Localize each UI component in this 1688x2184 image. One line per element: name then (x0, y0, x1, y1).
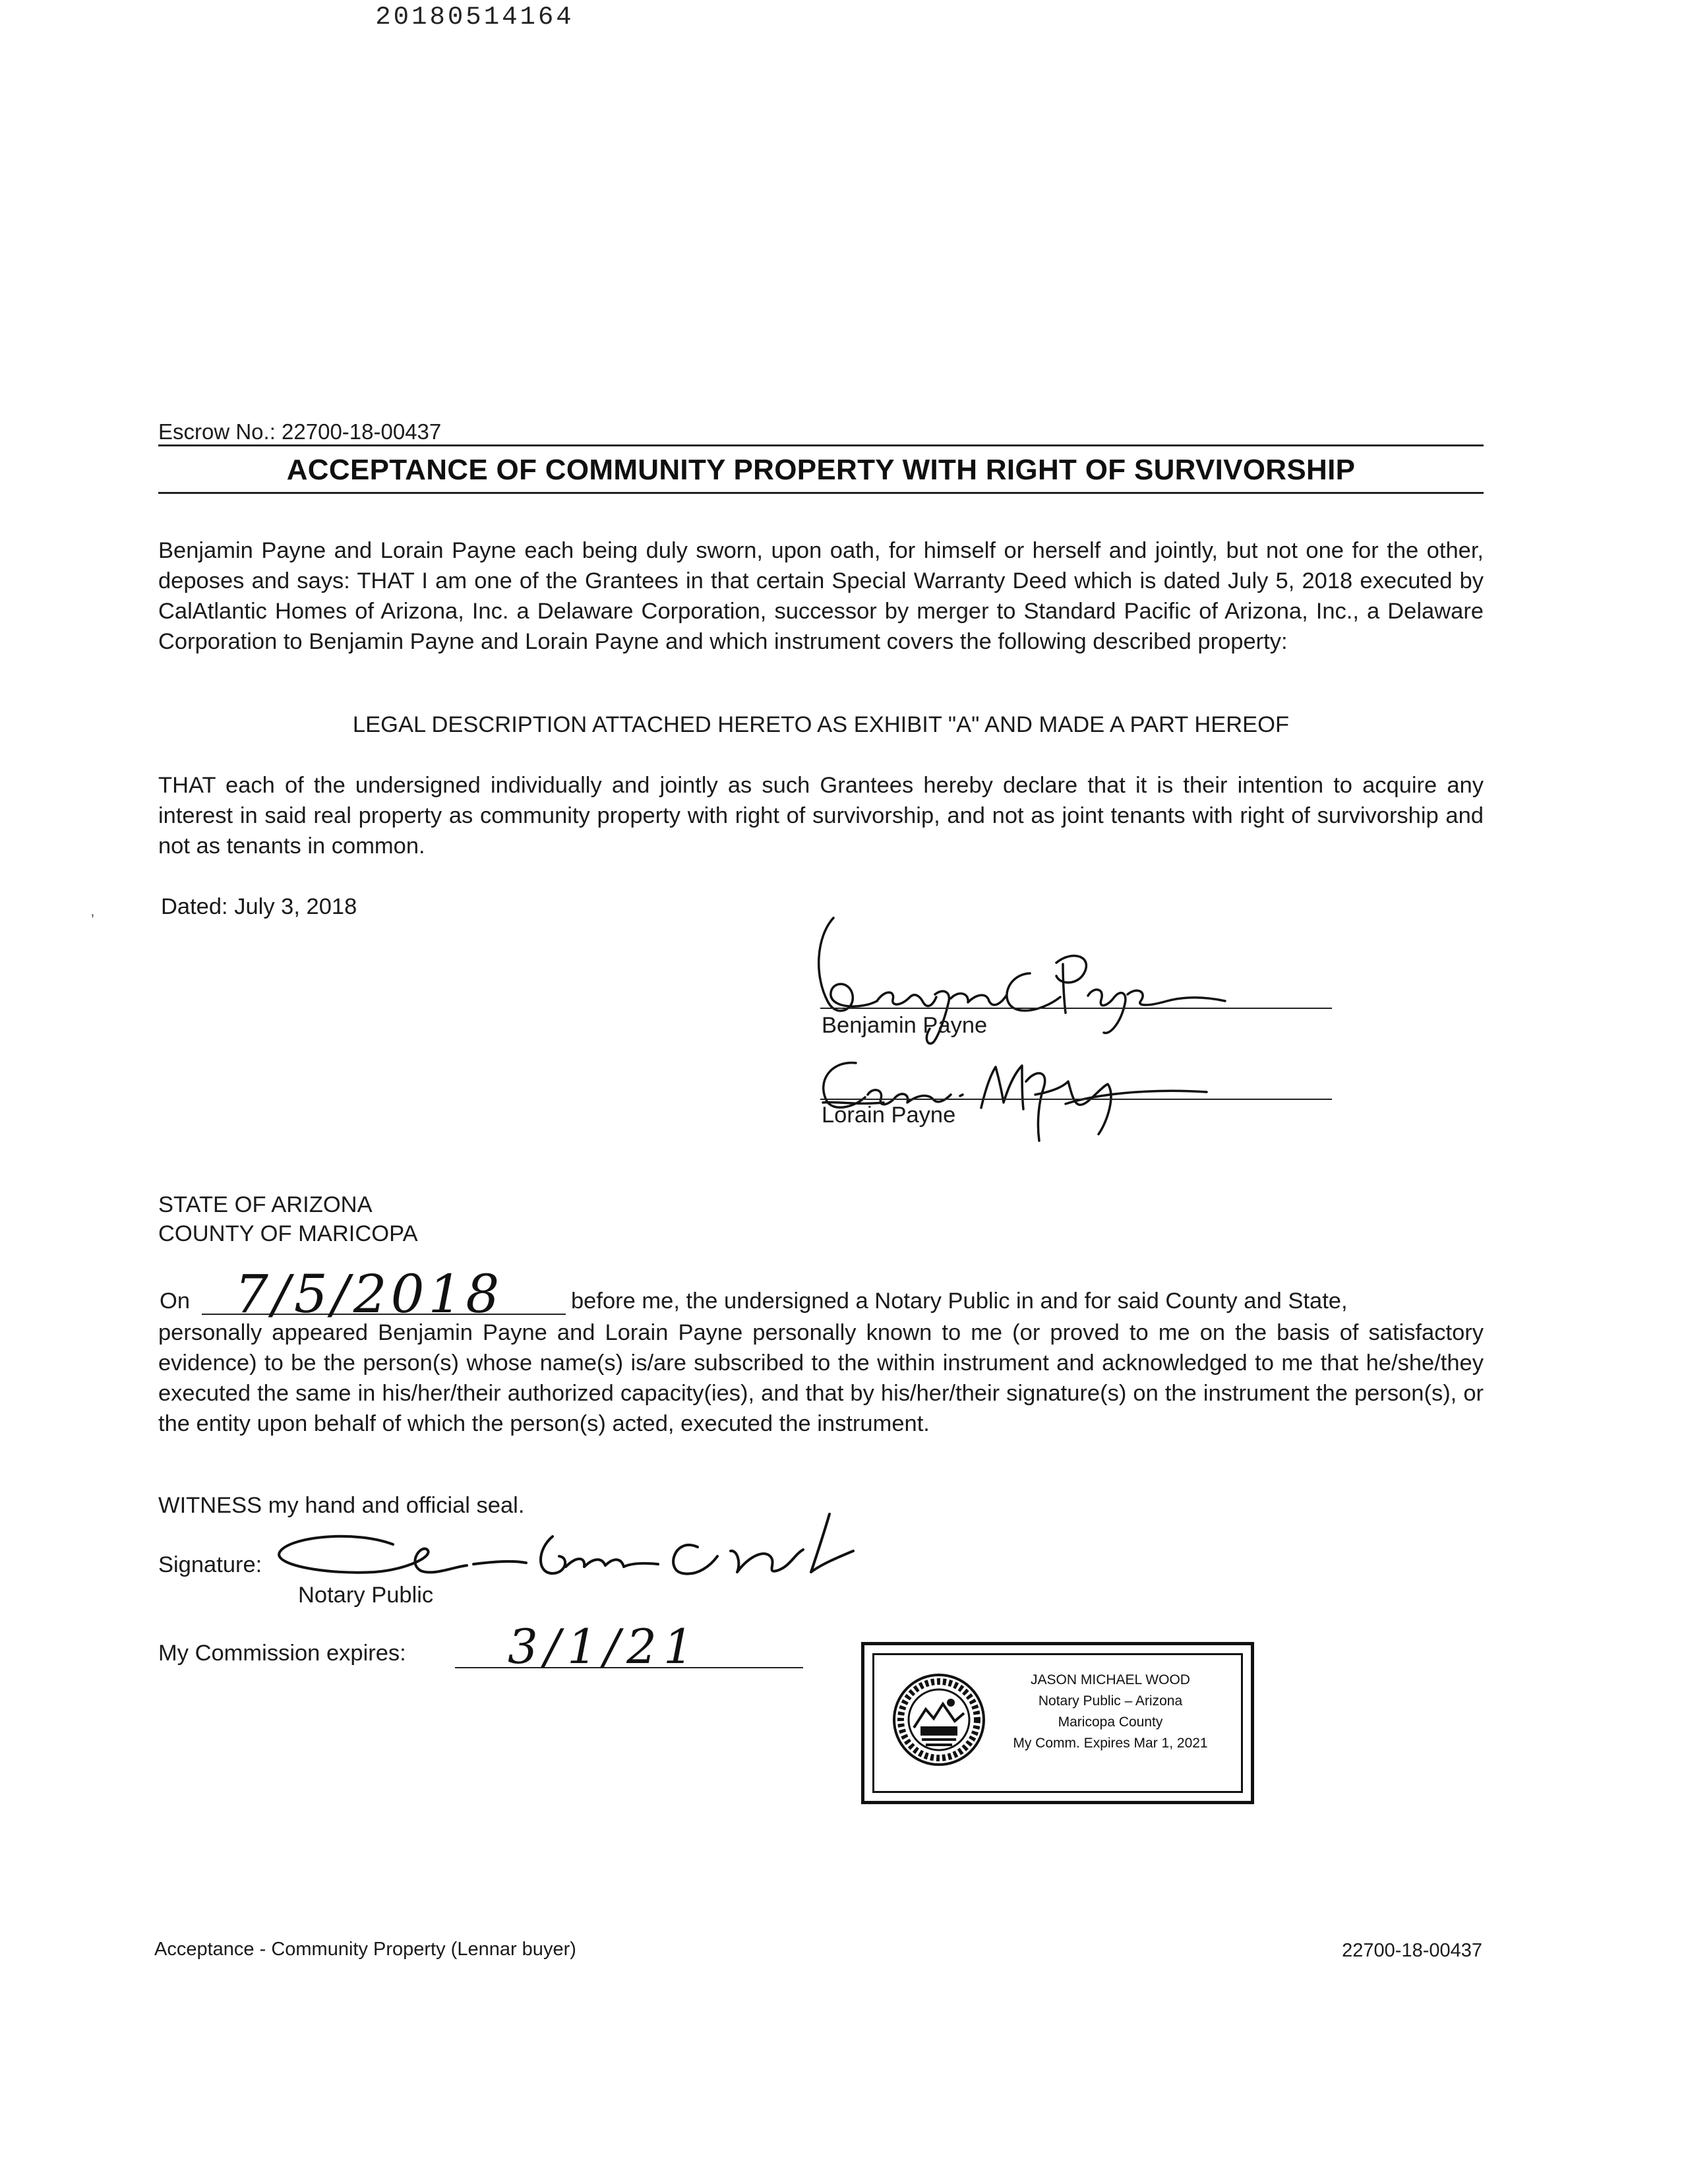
handwritten-commission-date-text: 3/1/21 (508, 1619, 700, 1674)
title-top-rule (158, 444, 1484, 446)
on-label: On (160, 1289, 191, 1314)
benjamin-payne-name: Benjamin Payne (822, 1013, 988, 1038)
dated-line: Dated: July 3, 2018 (161, 894, 357, 919)
recording-number: 20180514164 (375, 3, 574, 32)
lorain-signature-line (820, 1099, 1332, 1100)
lorain-payne-signature (804, 1055, 1213, 1147)
seal-line-county: Maricopa County (1058, 1714, 1163, 1730)
seal-inner-border (872, 1653, 1243, 1793)
footer-form-name: Acceptance - Community Property (Lennar buyer) (154, 1939, 576, 1960)
state-line: STATE OF ARIZONA (158, 1192, 373, 1217)
seal-text-block (998, 1670, 1222, 1754)
escrow-label: Escrow No.: (158, 419, 276, 444)
signature-label: Signature: (158, 1552, 262, 1577)
grantee-statement: Benjamin Payne and Lorain Payne each being duly sworn, upon oath, for himself or herself and jointly, but not one for the other, deposes and says: THAT I am one of the Grantees in that certain Special Warranty Deed which is dated July 5, 2018 executed by CalAtlantic Homes of Arizona, Inc. a Delaware Corporation, successor by merger to Standard Pacific of Arizona, Inc., a Delaware Corporation to Benjamin Payne and Lorain Payne and which instrument covers the following described property: (158, 538, 1484, 654)
handwritten-commission-date (508, 1620, 706, 1672)
handwritten-notary-date (235, 1262, 504, 1325)
benjamin-signature-line (820, 1008, 1332, 1009)
seal-line-name: JASON MICHAEL WOOD (1031, 1672, 1190, 1687)
notary-public-label: Notary Public (298, 1583, 434, 1608)
escrow-number: 22700-18-00437 (282, 419, 442, 444)
seal-line-expiry: My Comm. Expires Mar 1, 2021 (1013, 1736, 1208, 1751)
document-title: ACCEPTANCE OF COMMUNITY PROPERTY WITH RIGHT OF SURVIVORSHIP (286, 454, 1356, 486)
notary-seal-stamp (861, 1642, 1254, 1804)
notary-acknowledgment-body: personally appeared Benjamin Payne and Lorain Payne personally known to me (or proved to me on the basis of satisfactory evidence) to be the person(s) whose name(s) is/are subscribed to the within instrument and acknowledged to me that he/she/they executed the same in his/her/their authorized capacity(ies), and that by his/her/their signature(s) on the instrument the person(s), or the entity upon behalf of which the person(s) acted, executed the instrument. (158, 1320, 1484, 1436)
commission-label: My Commission expires: (158, 1641, 406, 1666)
legal-description: LEGAL DESCRIPTION ATTACHED HERETO AS EXHIBIT "A" AND MADE A PART HEREOF (352, 712, 1290, 737)
declaration-statement: THAT each of the undersigned individually and jointly as such Grantees hereby declare that it is their intention to acquire any interest in said real property as community property with right of survivorship, and not as joint tenants with right of survivorship and not as tenants in common. (158, 773, 1484, 859)
witness-line: WITNESS my hand and official seal. (158, 1493, 525, 1518)
escrow-line (158, 419, 441, 444)
notary-intro-text: before me, the undersigned a Notary Public in and for said County and State, (571, 1289, 1348, 1314)
seal-line-title: Notary Public – Arizona (1038, 1693, 1183, 1709)
title-bottom-rule (158, 492, 1484, 494)
county-line: COUNTY OF MARICOPA (158, 1221, 418, 1246)
margin-mark: ’ (91, 911, 94, 928)
footer-escrow-number: 22700-18-00437 (1342, 1940, 1482, 1961)
arizona-state-seal-icon (891, 1672, 986, 1767)
handwritten-notary-date-text: 7/5/2018 (235, 1263, 504, 1325)
lorain-payne-name: Lorain Payne (822, 1103, 956, 1128)
